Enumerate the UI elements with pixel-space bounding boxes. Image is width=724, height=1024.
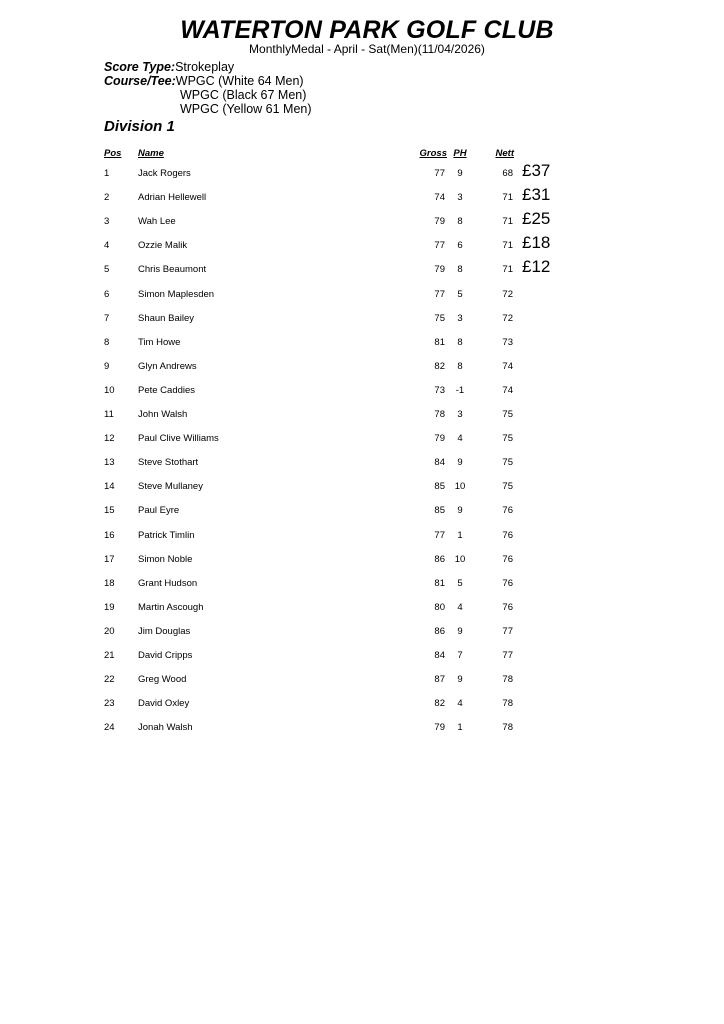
position-cell: 16 xyxy=(104,529,115,541)
score-type-line xyxy=(104,60,234,74)
playing-handicap-cell: 1 xyxy=(457,529,463,541)
player-name-cell: Pete Caddies xyxy=(138,384,196,396)
course-tee-value: WPGC (Yellow 61 Men) xyxy=(180,102,312,116)
playing-handicap-cell: 9 xyxy=(457,674,463,686)
player-name-cell: Martin Ascough xyxy=(138,601,204,613)
nett-score-cell: 76 xyxy=(502,577,513,589)
gross-score-cell: 73 xyxy=(434,384,445,396)
table-row xyxy=(0,528,724,546)
gross-score-cell: 77 xyxy=(434,529,445,541)
playing-handicap-cell: 8 xyxy=(457,360,463,372)
playing-handicap-cell: 3 xyxy=(457,312,463,324)
page-title: WATERTON PARK GOLF CLUB xyxy=(180,16,554,44)
table-row xyxy=(0,257,724,280)
table-row xyxy=(0,287,724,305)
gross-score-cell: 82 xyxy=(434,360,445,372)
table-row xyxy=(0,335,724,353)
position-cell: 23 xyxy=(104,698,115,710)
gross-score-cell: 84 xyxy=(434,650,445,661)
position-cell: 15 xyxy=(104,505,115,517)
nett-score-cell: 71 xyxy=(502,264,513,276)
table-row xyxy=(0,672,724,690)
position-cell: 13 xyxy=(104,457,115,469)
player-name-cell: John Walsh xyxy=(138,409,188,420)
player-name-cell: Paul Clive Williams xyxy=(138,433,219,445)
prize-amount: £25 xyxy=(522,209,551,229)
playing-handicap-cell: 8 xyxy=(457,264,463,276)
nett-score-cell: 78 xyxy=(502,722,513,734)
table-row xyxy=(0,648,724,666)
table-row xyxy=(0,185,724,208)
position-cell: 3 xyxy=(104,216,110,228)
playing-handicap-cell: 1 xyxy=(457,722,463,734)
player-name-cell: Jim Douglas xyxy=(138,625,191,637)
gross-score-cell: 80 xyxy=(434,601,445,613)
nett-score-cell: 75 xyxy=(502,433,513,445)
course-tee-value: WPGC (Black 67 Men) xyxy=(180,88,307,102)
gross-score-cell: 86 xyxy=(434,553,445,565)
nett-score-cell: 71 xyxy=(502,192,513,204)
table-row xyxy=(0,431,724,449)
course-tee-label: Course/Tee: xyxy=(104,74,176,88)
table-row xyxy=(0,503,724,521)
prize-amount: £12 xyxy=(522,257,551,277)
position-cell: 19 xyxy=(104,601,115,613)
nett-score-cell: 71 xyxy=(502,216,513,228)
gross-score-cell: 75 xyxy=(434,312,445,324)
table-row xyxy=(0,552,724,570)
position-cell: 2 xyxy=(104,192,110,204)
playing-handicap-cell: 5 xyxy=(457,577,463,589)
player-name-cell: Steve Stothart xyxy=(138,457,199,469)
division-heading: Division 1 xyxy=(104,118,175,135)
playing-handicap-cell: 9 xyxy=(457,625,463,637)
gross-score-cell: 77 xyxy=(434,288,445,300)
gross-score-cell: 85 xyxy=(434,481,445,493)
nett-score-cell: 74 xyxy=(502,360,513,372)
table-row xyxy=(0,696,724,714)
column-header-gross: Gross xyxy=(419,148,447,159)
player-name-cell: Simon Maplesden xyxy=(138,288,215,300)
competition-subtitle: MonthlyMedal - April - Sat(Men)(11/04/2026) xyxy=(249,42,485,56)
nett-score-cell: 72 xyxy=(502,288,513,300)
column-header-pos: Pos xyxy=(104,148,122,159)
position-cell: 12 xyxy=(104,433,115,445)
nett-score-cell: 76 xyxy=(502,601,513,613)
gross-score-cell: 82 xyxy=(434,698,445,710)
table-row xyxy=(0,209,724,232)
score-type-value: Strokeplay xyxy=(175,60,235,74)
playing-handicap-cell: 10 xyxy=(454,553,466,565)
player-name-cell: Glyn Andrews xyxy=(138,360,197,372)
position-cell: 20 xyxy=(104,625,115,637)
nett-score-cell: 78 xyxy=(502,674,513,686)
gross-score-cell: 81 xyxy=(434,336,445,348)
playing-handicap-cell: 3 xyxy=(457,409,463,420)
playing-handicap-cell: 4 xyxy=(457,601,463,613)
position-cell: 21 xyxy=(104,650,115,661)
player-name-cell: Jack Rogers xyxy=(138,168,191,179)
table-row xyxy=(0,311,724,329)
playing-handicap-cell: 10 xyxy=(454,481,466,493)
position-cell: 4 xyxy=(104,240,110,252)
player-name-cell: Adrian Hellewell xyxy=(138,192,207,204)
player-name-cell: Greg Wood xyxy=(138,674,187,686)
player-name-cell: Steve Mullaney xyxy=(138,481,203,493)
column-header-ph: PH xyxy=(453,148,467,159)
gross-score-cell: 74 xyxy=(434,192,445,204)
gross-score-cell: 79 xyxy=(434,433,445,445)
playing-handicap-cell: 4 xyxy=(457,433,463,445)
score-type-label: Score Type: xyxy=(104,60,176,74)
nett-score-cell: 76 xyxy=(502,529,513,541)
gross-score-cell: 79 xyxy=(434,264,445,276)
position-cell: 1 xyxy=(104,168,110,179)
nett-score-cell: 71 xyxy=(502,240,513,252)
gross-score-cell: 81 xyxy=(434,577,445,589)
playing-handicap-cell: 6 xyxy=(457,240,463,252)
position-cell: 11 xyxy=(104,409,114,420)
playing-handicap-cell: -1 xyxy=(455,384,465,396)
column-header-nett: Nett xyxy=(495,148,514,159)
nett-score-cell: 74 xyxy=(502,384,513,396)
position-cell: 17 xyxy=(104,553,115,565)
position-cell: 7 xyxy=(104,312,110,324)
nett-score-cell: 75 xyxy=(502,481,513,493)
player-name-cell: Jonah Walsh xyxy=(138,722,193,734)
nett-score-cell: 76 xyxy=(502,505,513,517)
position-cell: 18 xyxy=(104,577,115,589)
column-header-name: Name xyxy=(138,148,164,159)
table-row xyxy=(0,359,724,377)
player-name-cell: Tim Howe xyxy=(138,336,181,348)
player-name-cell: Wah Lee xyxy=(138,216,176,228)
prize-amount: £31 xyxy=(522,185,551,205)
playing-handicap-cell: 3 xyxy=(457,192,463,204)
table-row xyxy=(0,720,724,738)
gross-score-cell: 78 xyxy=(434,409,445,420)
position-cell: 14 xyxy=(104,481,115,493)
table-row xyxy=(0,407,724,425)
position-cell: 24 xyxy=(104,722,115,734)
gross-score-cell: 77 xyxy=(434,240,445,252)
nett-score-cell: 76 xyxy=(502,553,513,565)
position-cell: 6 xyxy=(104,288,110,300)
playing-handicap-cell: 9 xyxy=(457,168,463,179)
prize-amount: £37 xyxy=(522,161,551,180)
position-cell: 5 xyxy=(104,264,110,276)
course-tee-line xyxy=(104,74,304,88)
position-cell: 9 xyxy=(104,360,110,372)
nett-score-cell: 68 xyxy=(502,168,513,179)
playing-handicap-cell: 5 xyxy=(457,288,463,300)
player-name-cell: Paul Eyre xyxy=(138,505,180,517)
position-cell: 10 xyxy=(104,384,115,396)
player-name-cell: Shaun Bailey xyxy=(138,312,194,324)
player-name-cell: David Cripps xyxy=(138,650,193,661)
table-row xyxy=(0,455,724,473)
table-row xyxy=(0,233,724,256)
position-cell: 22 xyxy=(104,674,115,686)
nett-score-cell: 77 xyxy=(502,625,513,637)
playing-handicap-cell: 7 xyxy=(457,650,463,661)
playing-handicap-cell: 8 xyxy=(457,336,463,348)
gross-score-cell: 79 xyxy=(434,216,445,228)
gross-score-cell: 87 xyxy=(434,674,445,686)
playing-handicap-cell: 9 xyxy=(457,457,463,469)
position-cell: 8 xyxy=(104,336,110,348)
gross-score-cell: 86 xyxy=(434,625,445,637)
playing-handicap-cell: 4 xyxy=(457,698,463,710)
table-row xyxy=(0,576,724,594)
gross-score-cell: 79 xyxy=(434,722,445,734)
player-name-cell: Ozzie Malik xyxy=(138,240,188,252)
nett-score-cell: 78 xyxy=(502,698,513,710)
gross-score-cell: 85 xyxy=(434,505,445,517)
playing-handicap-cell: 9 xyxy=(457,505,463,517)
player-name-cell: Simon Noble xyxy=(138,553,193,565)
gross-score-cell: 84 xyxy=(434,457,445,469)
course-tee-value: WPGC (White 64 Men) xyxy=(175,74,304,88)
player-name-cell: Chris Beaumont xyxy=(138,264,207,276)
table-row xyxy=(0,479,724,497)
player-name-cell: Patrick Timlin xyxy=(138,529,195,541)
table-row xyxy=(0,383,724,401)
table-row xyxy=(0,161,724,184)
nett-score-cell: 75 xyxy=(502,457,513,469)
playing-handicap-cell: 8 xyxy=(457,216,463,228)
nett-score-cell: 75 xyxy=(502,409,513,420)
nett-score-cell: 72 xyxy=(502,312,513,324)
prize-amount: £18 xyxy=(522,233,551,253)
table-row xyxy=(0,624,724,642)
nett-score-cell: 73 xyxy=(502,336,513,348)
player-name-cell: David Oxley xyxy=(138,698,190,710)
gross-score-cell: 77 xyxy=(434,168,445,179)
player-name-cell: Grant Hudson xyxy=(138,577,198,589)
table-row xyxy=(0,600,724,618)
nett-score-cell: 77 xyxy=(502,650,513,661)
